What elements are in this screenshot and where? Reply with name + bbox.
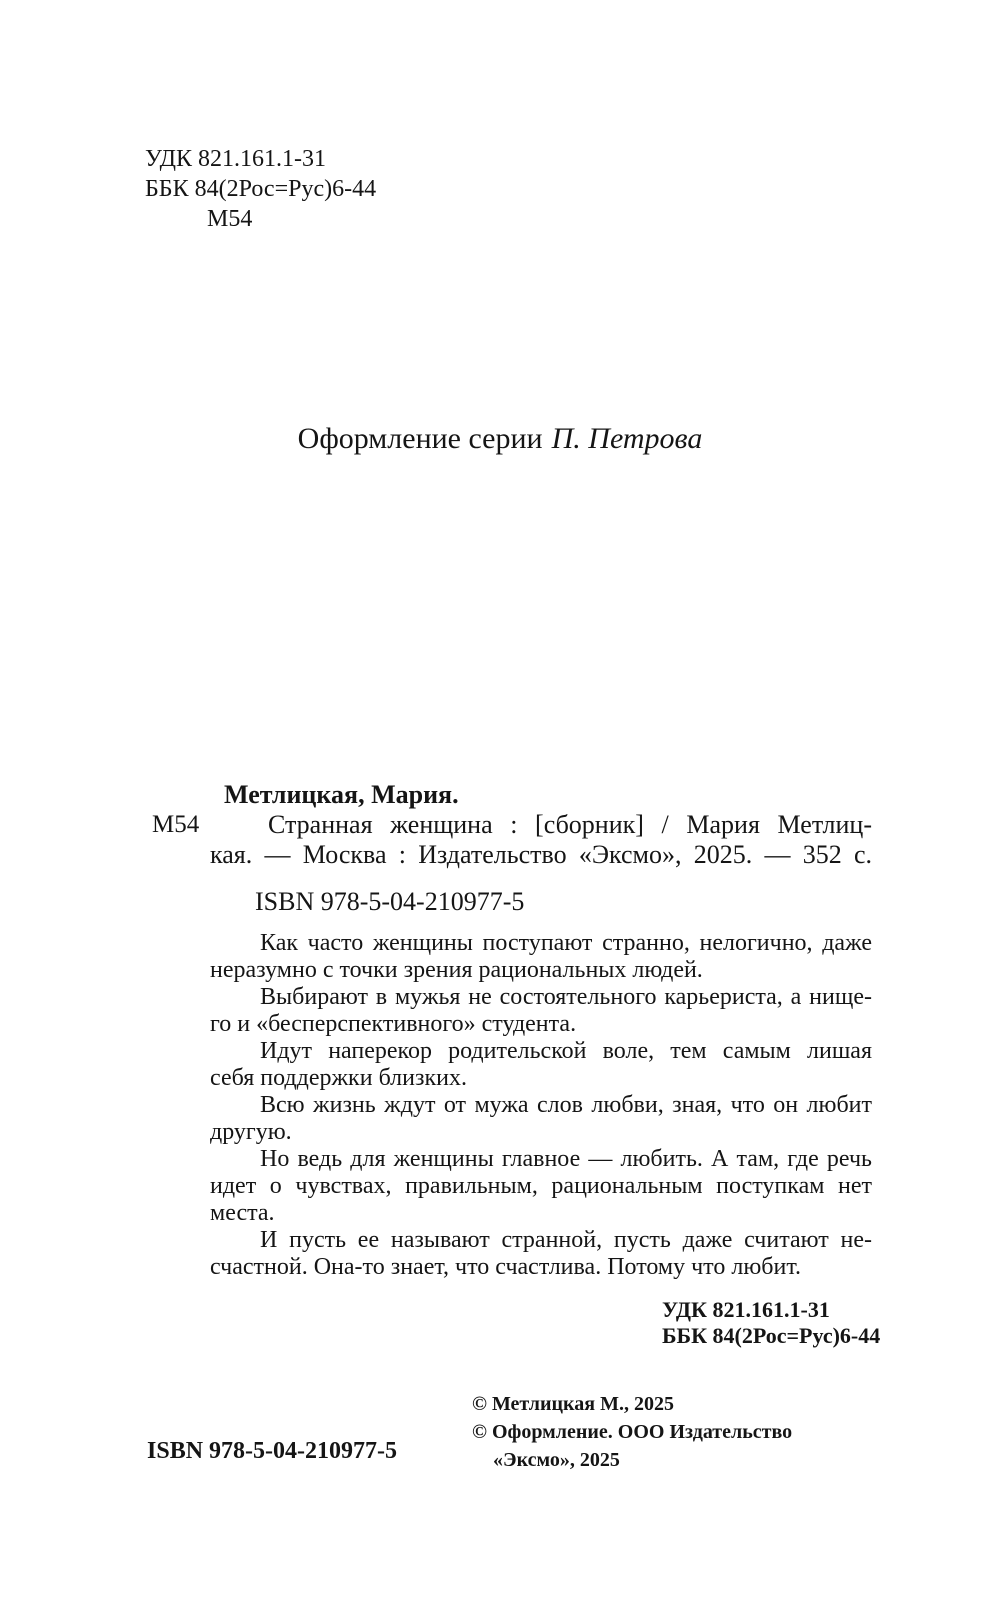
udc-code-bottom: УДК 821.161.1-31	[662, 1297, 830, 1322]
annotation-line: себя поддержки близких.	[210, 1065, 467, 1091]
annotation-line: И пусть ее называют странной, пусть даже считают не-	[260, 1227, 872, 1253]
annotation-line: Выбирают в мужья не состоятельного карьериста, а нище-	[260, 984, 872, 1010]
author-sign-code: М54	[207, 206, 253, 232]
card-description-line: кая. — Москва : Издательство «Эксмо», 2025. — 352 с.	[210, 840, 872, 869]
copyright-line: © Метлицкая М., 2025	[472, 1393, 674, 1415]
catalog-card	[152, 780, 872, 870]
annotation-line: Идут наперекор родительской воле, тем самым лишая	[260, 1038, 872, 1064]
bbk-code: ББК 84(2Рос=Рус)6-44	[145, 176, 377, 202]
series-note-text: Оформление серии	[297, 422, 543, 455]
isbn-line: ISBN 978-5-04-210977-5	[255, 887, 525, 916]
card-author-sign: М54	[152, 811, 200, 838]
bottom-classification-block	[662, 1297, 880, 1349]
series-designer-name: П. Петрова	[551, 422, 703, 455]
card-author-heading: Метлицкая, Мария.	[224, 780, 459, 809]
card-description	[210, 810, 872, 870]
annotation-line: Всю жизнь ждут от мужа слов любви, зная, что он любит	[260, 1092, 872, 1118]
annotation	[210, 930, 872, 1281]
annotation-line: другую.	[210, 1119, 292, 1145]
footer-isbn: ISBN 978-5-04-210977-5	[147, 1438, 397, 1464]
udc-code: УДК 821.161.1-31	[145, 146, 326, 172]
copyright-block	[472, 1390, 792, 1474]
series-note	[0, 422, 1000, 456]
annotation-line: Как часто женщины поступают странно, нелогично, даже	[260, 930, 872, 956]
annotation-line: счастной. Она-то знает, что счастлива. Потому что любит.	[210, 1254, 801, 1280]
card-description-line: Странная женщина : [сборник] / Мария Метлиц-	[268, 810, 872, 839]
top-classification-block	[145, 144, 376, 234]
annotation-line: Но ведь для женщины главное — любить. А там, где речь	[260, 1146, 872, 1172]
bbk-code-bottom: ББК 84(2Рос=Рус)6-44	[662, 1323, 881, 1348]
copyright-line: «Эксмо», 2025	[493, 1449, 620, 1471]
copyright-line: © Оформление. ООО Издательство	[472, 1421, 793, 1443]
annotation-line: идет о чувствах, правильным, рациональным поступкам нет	[210, 1173, 872, 1199]
annotation-line: неразумно с точки зрения рациональных людей.	[210, 957, 703, 983]
annotation-line: го и «бесперспективного» студента.	[210, 1011, 577, 1037]
annotation-line: места.	[210, 1200, 275, 1226]
